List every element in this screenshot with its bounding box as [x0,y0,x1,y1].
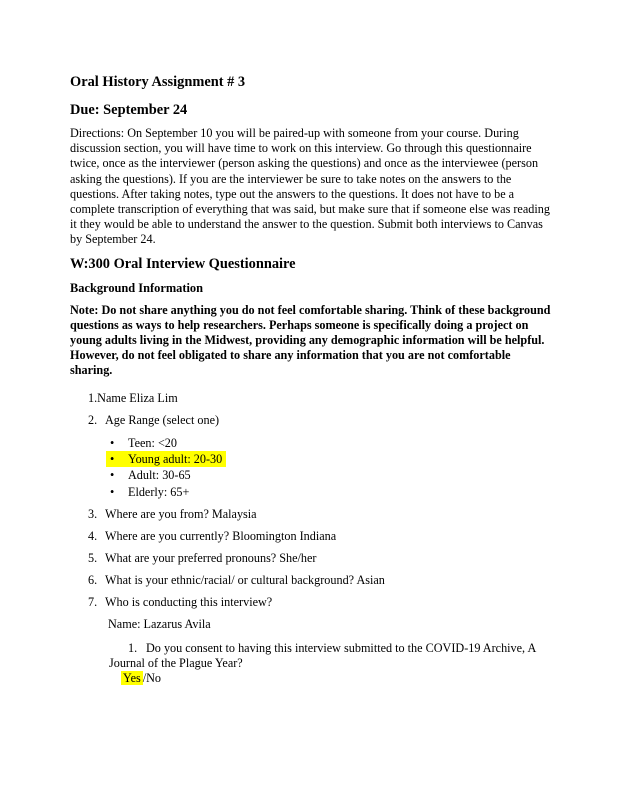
question-number: 2. [88,412,98,427]
bullet-icon: • [110,435,115,450]
assignment-title: Oral History Assignment # 3 [70,74,246,90]
consent-question-number: 1. [128,640,138,655]
age-option-elderly [70,484,554,500]
question-text: Age Range (select one) [105,412,220,427]
question-1-name [70,391,554,406]
question-7-interviewer [70,595,554,610]
background-information-heading: Background Information [70,280,203,295]
age-option-label: Adult: 30-65 [128,468,191,483]
bullet-icon: • [110,484,115,499]
question-number: 7. [88,594,98,609]
age-option-label: Teen: <20 [128,435,177,450]
consent-question-line2: Journal of the Plague Year? [109,656,243,671]
question-number: 3. [88,506,98,521]
note-paragraph: Note: Do not share anything you do not feel comfortable sharing. Think of these background questions as ways to help researchers. Perhaps someone is specifically doing a project on young adults living in the Midwest, providing any demographic information will be helpful. However, do not feel obligated to share any information that you are not comfortable sharing. [70,302,551,378]
question-text: Where are you currently? Bloomington Indiana [105,528,337,543]
question-number: 5. [88,550,98,565]
question-6-background [70,573,554,588]
consent-answer-no: /No [142,671,162,686]
due-date-heading: Due: September 24 [70,102,188,118]
question-number: 4. [88,528,98,543]
question-2-age-range [70,413,554,428]
question-number: 6. [88,572,98,587]
consent-answer-yes-highlighted: Yes [123,671,141,686]
question-3-where-from [70,507,554,522]
question-4-where-currently [70,529,554,544]
age-option-label: Elderly: 65+ [128,484,190,499]
question-text: Where are you from? Malaysia [105,506,257,521]
age-option-young-adult-selected [70,451,554,467]
interviewer-name-line: Name: Lazarus Avila [108,616,211,631]
age-option-adult [70,467,554,483]
question-number: 1. [88,390,98,405]
directions-paragraph: Directions: On September 10 you will be paired-up with someone from your course. During discussion section, you will have time to work on this interview. Go through this questionnaire twice, once as the interviewer (person asking the questions) and once as the interviewee (person asking the questions). If you are the interviewer be sure to take notes on the answers to the questions. After taking notes, type out the answers to the questions. It does not have to be a complete transcription of everything that was said, but make sure that if someone else was reading it they would be able to understand the answer to the question. Submit both interviews to Canvas by September 24. [70,126,550,247]
questionnaire-heading: W:300 Oral Interview Questionnaire [70,255,296,272]
bullet-icon: • [110,468,115,483]
age-option-teen [70,435,554,451]
question-5-pronouns [70,551,554,566]
question-text: Who is conducting this interview? [105,594,273,609]
question-text: What are your preferred pronouns? She/her [105,550,317,565]
question-text: Name Eliza Lim [97,390,178,405]
question-text: What is your ethnic/racial/ or cultural background? Asian [105,572,385,587]
consent-answer-line [70,671,554,686]
consent-question-text: Do you consent to having this interview submitted to the COVID-19 Archive, A [146,640,537,655]
consent-question-line1 [70,641,554,656]
bullet-icon: • [110,451,115,466]
age-options-list [70,435,554,500]
age-option-label-highlighted: Young adult: 20-30 [128,451,223,466]
